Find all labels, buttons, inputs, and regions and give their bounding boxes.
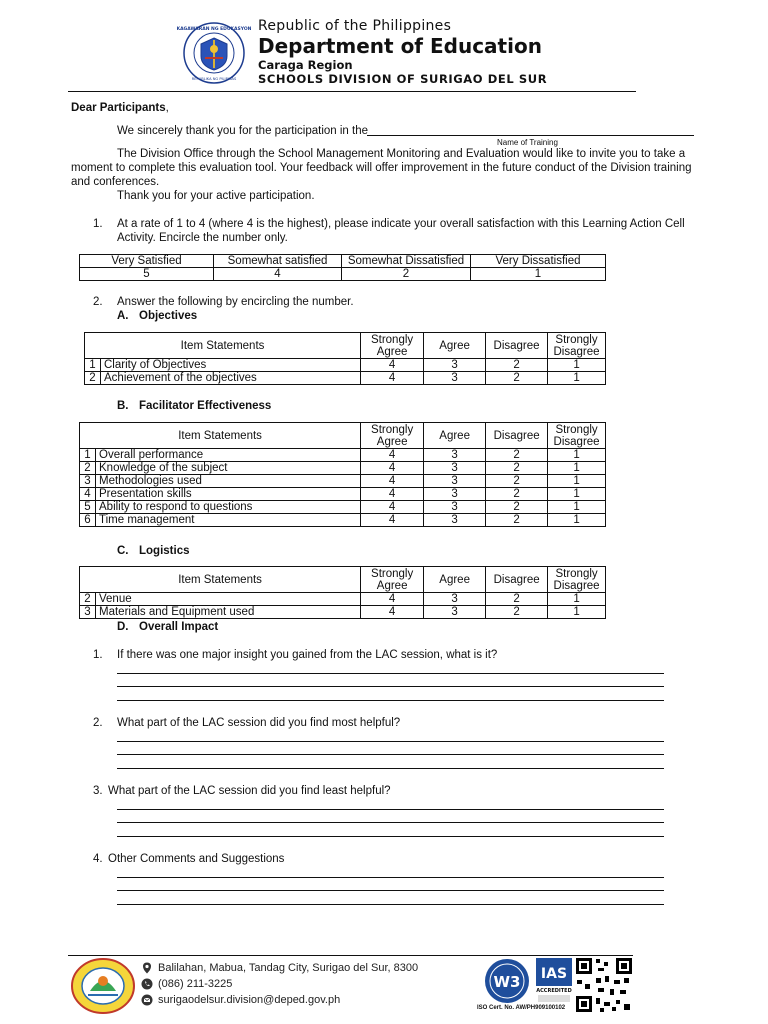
rating-option[interactable]: 4 [361, 514, 424, 527]
answer-line[interactable] [117, 754, 664, 755]
rating-option[interactable]: 2 [486, 359, 548, 372]
rating-option[interactable]: 1 [548, 372, 606, 385]
rating-option[interactable]: 4 [214, 268, 342, 281]
section-d-title: Overall Impact [139, 621, 219, 633]
rating-option[interactable]: 1 [548, 359, 606, 372]
table-row: 3 Materials and Equipment used 4 3 2 1 [80, 606, 606, 619]
header-strongly-disagree: Strongly Disagree [548, 333, 606, 359]
header-disagree: Disagree [486, 423, 548, 449]
q1-text-2: Activity. Encircle the number only. [117, 232, 288, 244]
section-c-title: Logistics [139, 545, 190, 557]
answer-line[interactable] [117, 686, 664, 687]
header-republic: Republic of the Philippines [258, 18, 452, 34]
thanks-line: We sincerely thank you for the participation in the [117, 125, 369, 137]
answer-line[interactable] [117, 890, 664, 891]
d-question-4-number: 4. [93, 853, 103, 865]
header-divider [68, 91, 636, 92]
section-a-title: Objectives [139, 310, 198, 322]
rating-option[interactable]: 1 [471, 268, 606, 281]
rating-option[interactable]: 3 [424, 359, 486, 372]
header-agree: Agree [424, 423, 486, 449]
answer-line[interactable] [117, 700, 664, 701]
iso-cert-number: ISO Cert. No. AW/PH909100102 [477, 1005, 566, 1011]
satisfaction-header-row [80, 255, 606, 268]
training-name-field[interactable] [367, 135, 694, 136]
footer-phone-row [141, 976, 418, 992]
d-question-1-number: 1. [93, 649, 103, 661]
rating-option[interactable]: 1 [548, 501, 606, 514]
rating-option[interactable]: 2 [486, 449, 548, 462]
header-department: Department of Education [258, 34, 542, 58]
rating-option[interactable]: 3 [424, 475, 486, 488]
location-icon [141, 962, 153, 974]
rating-option[interactable]: 4 [361, 593, 424, 606]
d-question-2: What part of the LAC session did you find most helpful? [117, 717, 401, 729]
header-somewhat-satisfied: Somewhat satisfied [214, 255, 342, 268]
rating-option[interactable]: 3 [424, 501, 486, 514]
svg-text:IAS: IAS [540, 966, 568, 982]
section-d-label: D. [117, 621, 129, 633]
header-item-statements: Item Statements [80, 567, 361, 593]
table-header-row [80, 567, 606, 593]
footer-phone: (086) 211-3225 [158, 978, 233, 990]
answer-line[interactable] [117, 809, 664, 810]
rating-option[interactable]: 1 [548, 593, 606, 606]
d-question-1: If there was one major insight you gained from the LAC session, what is it? [117, 649, 498, 661]
header-agree: Agree [424, 333, 486, 359]
objectives-table [84, 332, 606, 385]
intro-para-line-3: and conferences. [71, 176, 160, 188]
q2-number: 2. [93, 296, 103, 308]
rating-option[interactable]: 3 [424, 449, 486, 462]
footer-address-row [141, 960, 418, 976]
section-c-label: C. [117, 545, 129, 557]
rating-option[interactable]: 3 [424, 462, 486, 475]
d-question-3-number: 3. [93, 785, 103, 797]
rating-option[interactable]: 2 [486, 593, 548, 606]
answer-line[interactable] [117, 768, 664, 769]
satisfaction-table [79, 254, 606, 281]
w3-certification-logo [480, 958, 534, 1004]
rating-option[interactable]: 3 [424, 606, 486, 619]
seal-top-text: KAGAWARAN NG EDUKASYON [176, 27, 252, 32]
header-division: SCHOOLS DIVISION OF SURIGAO DEL SUR [258, 72, 548, 86]
rating-option[interactable]: 1 [548, 488, 606, 501]
d-question-3: What part of the LAC session did you find least helpful? [108, 785, 391, 797]
table-row: 4 Presentation skills 4 3 2 1 [80, 488, 606, 501]
header-disagree: Disagree [486, 567, 548, 593]
rating-option[interactable]: 1 [548, 449, 606, 462]
rating-option[interactable]: 3 [424, 372, 486, 385]
table-row: 2 Venue 4 3 2 1 [80, 593, 606, 606]
letterhead [258, 18, 547, 86]
footer-email[interactable]: surigaodelsur.division@deped.gov.ph [158, 994, 341, 1006]
d-question-2-number: 2. [93, 717, 103, 729]
rating-option[interactable]: 1 [548, 475, 606, 488]
rating-option[interactable]: 4 [361, 501, 424, 514]
header-very-satisfied: Very Satisfied [80, 255, 214, 268]
table-row: 2 Knowledge of the subject 4 3 2 1 [80, 462, 606, 475]
facilitator-table [79, 422, 606, 527]
q1-number: 1. [93, 218, 103, 230]
rating-option[interactable]: 4 [361, 475, 424, 488]
rating-option[interactable]: 5 [80, 268, 214, 281]
table-row: 1 Overall performance 4 3 2 1 [80, 449, 606, 462]
header-disagree: Disagree [486, 333, 548, 359]
rating-option[interactable]: 4 [361, 488, 424, 501]
qr-code[interactable] [574, 956, 634, 1014]
footer-email-row [141, 992, 418, 1008]
header-region: Caraga Region [258, 58, 353, 72]
table-header-row [80, 423, 606, 449]
header-somewhat-dissatisfied: Somewhat Dissatisfied [342, 255, 471, 268]
rating-option[interactable]: 2 [342, 268, 471, 281]
rating-option[interactable]: 4 [361, 606, 424, 619]
footer-divider [68, 955, 633, 956]
seal-bottom-text: REPUBLIKA NG PILIPINAS [191, 77, 237, 81]
rating-option[interactable]: 1 [548, 462, 606, 475]
header-agree: Agree [424, 567, 486, 593]
section-b-label: B. [117, 400, 129, 412]
q2-text: Answer the following by encircling the number. [117, 296, 354, 308]
answer-line[interactable] [117, 822, 664, 823]
header-item-statements: Item Statements [80, 423, 361, 449]
q1-text-1: At a rate of 1 to 4 (where 4 is the highest), please indicate your overall satisfaction with this Learning Action Cell [117, 218, 685, 230]
rating-option[interactable]: 4 [361, 449, 424, 462]
header-strongly-disagree: Strongly Disagree [548, 423, 606, 449]
ias-accreditation-logo [536, 958, 572, 1004]
rating-option[interactable]: 2 [486, 475, 548, 488]
answer-line[interactable] [117, 836, 664, 837]
svg-text:W3: W3 [493, 973, 521, 991]
rating-option[interactable]: 1 [548, 606, 606, 619]
email-icon [141, 994, 153, 1006]
table-header-row [85, 333, 606, 359]
d-question-4: Other Comments and Suggestions [108, 853, 285, 865]
rating-option[interactable]: 2 [486, 488, 548, 501]
rating-option[interactable]: 1 [548, 514, 606, 527]
intro-para-line-1: The Division Office through the School Management Monitoring and Evaluation would like to invite you to take a [117, 148, 686, 160]
table-row: 6 Time management 4 3 2 1 [80, 514, 606, 527]
rating-option[interactable]: 2 [486, 514, 548, 527]
salutation: Dear Participants, [71, 102, 169, 114]
rating-option[interactable]: 3 [424, 593, 486, 606]
header-very-dissatisfied: Very Dissatisfied [471, 255, 606, 268]
closing-line: Thank you for your active participation. [117, 190, 315, 202]
rating-option[interactable]: 3 [424, 514, 486, 527]
training-name-caption: Name of Training [497, 138, 558, 147]
section-b-title: Facilitator Effectiveness [139, 400, 272, 412]
table-row: 2 Achievement of the objectives 4 3 2 1 [85, 372, 606, 385]
header-strongly-agree: Strongly Agree [361, 333, 424, 359]
answer-line[interactable] [117, 877, 664, 878]
table-row: 1 Clarity of Objectives 4 3 2 1 [85, 359, 606, 372]
phone-icon [141, 978, 153, 990]
answer-line[interactable] [117, 673, 664, 674]
footer-address: Balilahan, Mabua, Tandag City, Surigao del Sur, 8300 [158, 962, 419, 974]
logistics-table [79, 566, 606, 619]
satisfaction-value-row [80, 268, 606, 281]
rating-option[interactable]: 4 [361, 462, 424, 475]
rating-option[interactable]: 2 [486, 501, 548, 514]
answer-line[interactable] [117, 741, 664, 742]
division-seal-logo [70, 957, 136, 1015]
rating-option[interactable]: 2 [486, 372, 548, 385]
rating-option[interactable]: 2 [486, 606, 548, 619]
rating-option[interactable]: 4 [361, 359, 424, 372]
table-row: 3 Methodologies used 4 3 2 1 [80, 475, 606, 488]
rating-option[interactable]: 3 [424, 488, 486, 501]
rating-option[interactable]: 4 [361, 372, 424, 385]
header-strongly-disagree: Strongly Disagree [548, 567, 606, 593]
header-strongly-agree: Strongly Agree [361, 423, 424, 449]
intro-para-line-2: moment to complete this evaluation tool. Your feedback will offer improvement in the future conduct of the Division training [71, 162, 692, 174]
rating-option[interactable]: 2 [486, 462, 548, 475]
section-a-label: A. [117, 310, 129, 322]
header-item-statements: Item Statements [85, 333, 361, 359]
header-strongly-agree: Strongly Agree [361, 567, 424, 593]
footer-contact [141, 960, 418, 1008]
answer-line[interactable] [117, 904, 664, 905]
table-row: 5 Ability to respond to questions 4 3 2 1 [80, 501, 606, 514]
svg-text:ACCREDITED: ACCREDITED [536, 988, 572, 994]
deped-seal-logo [176, 22, 252, 84]
